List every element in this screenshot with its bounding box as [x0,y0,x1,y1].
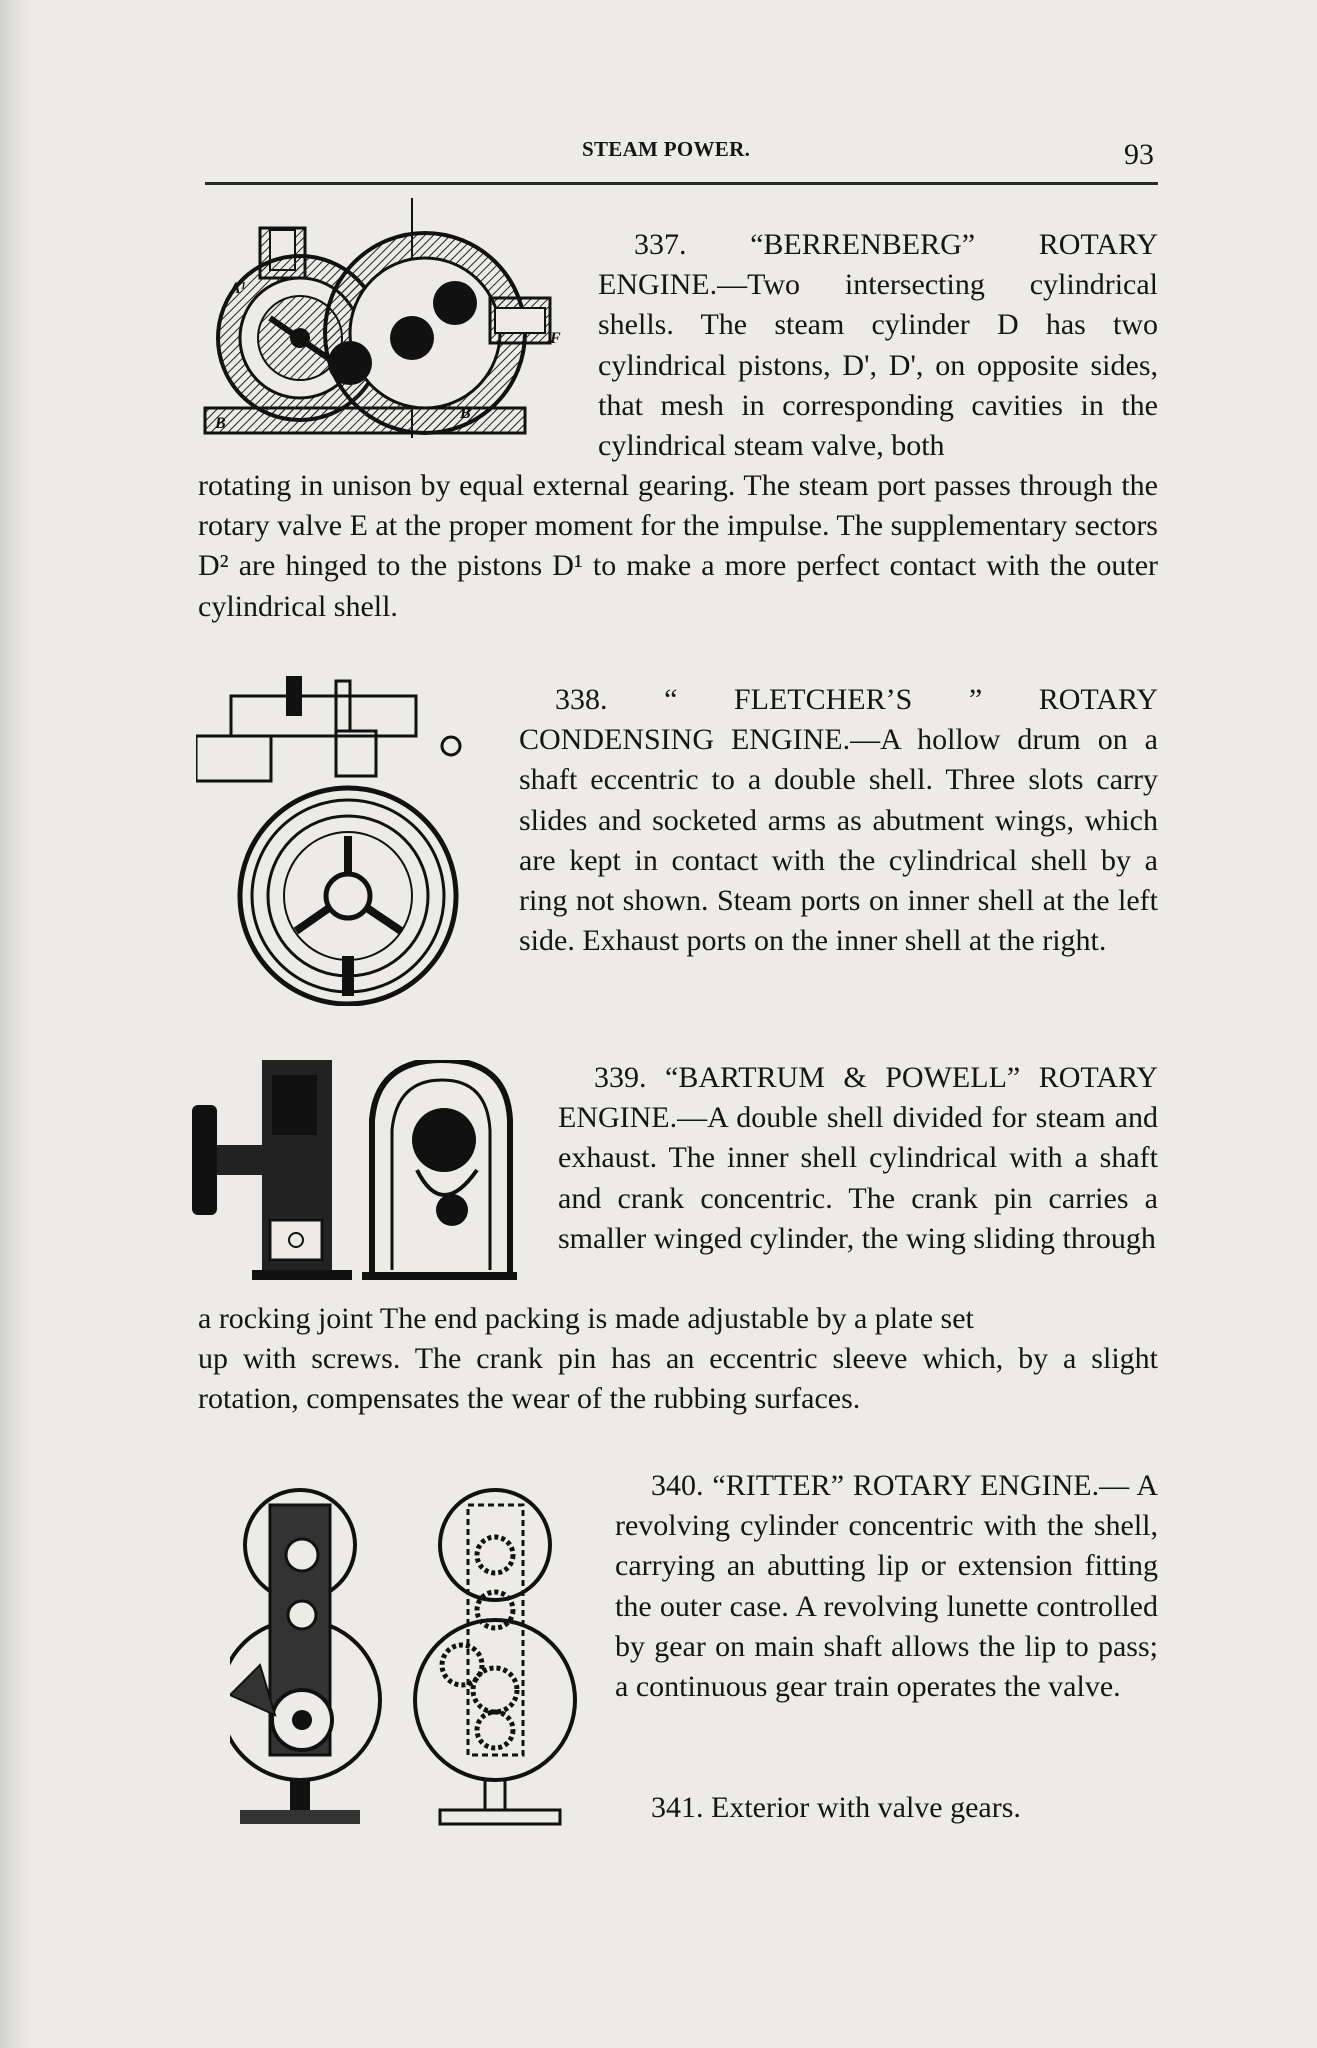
section-337-text-below: rotating in unison by equal external gearing. The steam port passes through the rotary valve E at the proper moment for the impulse. The supplementary sectors D² are hinged to the pistons D¹ to make a more perfect contact with the outer cylindrical shell. [198,469,1158,623]
section-337-text-beside [598,225,1158,466]
section-338-text-beside-body: “ FLETCHER’S ” ROTARY CONDENSING ENGINE.—A hollow drum on a shaft eccentric to a double shell. Three slots carry slides and socketed arms as abutment wings, which are kept in contact with the cylindrical shell by a ring not shown. Steam ports on inner shell at the left side. Exhaust ports on the inner shell at the right. [519,683,1158,958]
section-338-number: 338. [555,683,608,716]
fletcher-engine-figure [196,676,486,1006]
section-341-text [615,1788,1158,1828]
bartrum-powell-engine-figure [192,1060,517,1285]
berrenberg-engine-figure [190,198,575,456]
running-head: STEAM POWER. [582,137,751,161]
section-339-text-below-2: up with screws. The crank pin has an eccentric sleeve which, by a slight rotation, compensates the wear of the rubbing surfaces. [198,1342,1158,1416]
section-339-text-beside-body: “BARTRUM & POWELL” ROTARY ENGINE.—A double shell divided for steam and exhaust. The inner shell cylindrical with a shaft and crank concentric. The crank pin carries a smaller winged cylinder, the wing sliding through [558,1061,1158,1255]
svg-text:B: B [460,405,471,422]
section-340-number: 340. [651,1469,704,1502]
svg-text:B: B [215,415,226,432]
section-341-number: 341. [651,1791,704,1824]
section-337-text-beside-body: “BERRENBERG” ROTARY ENGINE.—Two intersecting cylindrical shells. The steam cylinder D has two cylindrical pistons, D', D', on opposite sides, that mesh in corresponding cavities in the cylindrical steam valve, both [598,228,1158,463]
page-number: 93 [1124,138,1154,171]
section-340-text-beside-body: “RITTER” ROTARY ENGINE.— A revolving cylinder concentric with the shell, carrying an abutting lip or extension fitting the outer case. A revolving lunette controlled by gear on main shaft allows the lip to pass; a continuous gear train operates the valve. [615,1469,1158,1704]
section-337-number: 337. [634,228,687,261]
svg-text:F: F [550,330,561,347]
section-341-text-body: Exterior with valve gears. [711,1791,1021,1824]
page-edge-shadow [0,0,30,2048]
section-340-text-beside [615,1466,1158,1707]
section-338-text-beside [519,680,1158,961]
header-rule [205,182,1158,185]
section-339-text-below-1: a rocking joint The end packing is made adjustable by a plate set [198,1302,974,1335]
section-339-number: 339. [594,1061,647,1094]
section-339-text-beside [558,1058,1158,1259]
ritter-engine-figure [230,1485,590,1830]
svg-text:A¹: A¹ [230,280,246,297]
